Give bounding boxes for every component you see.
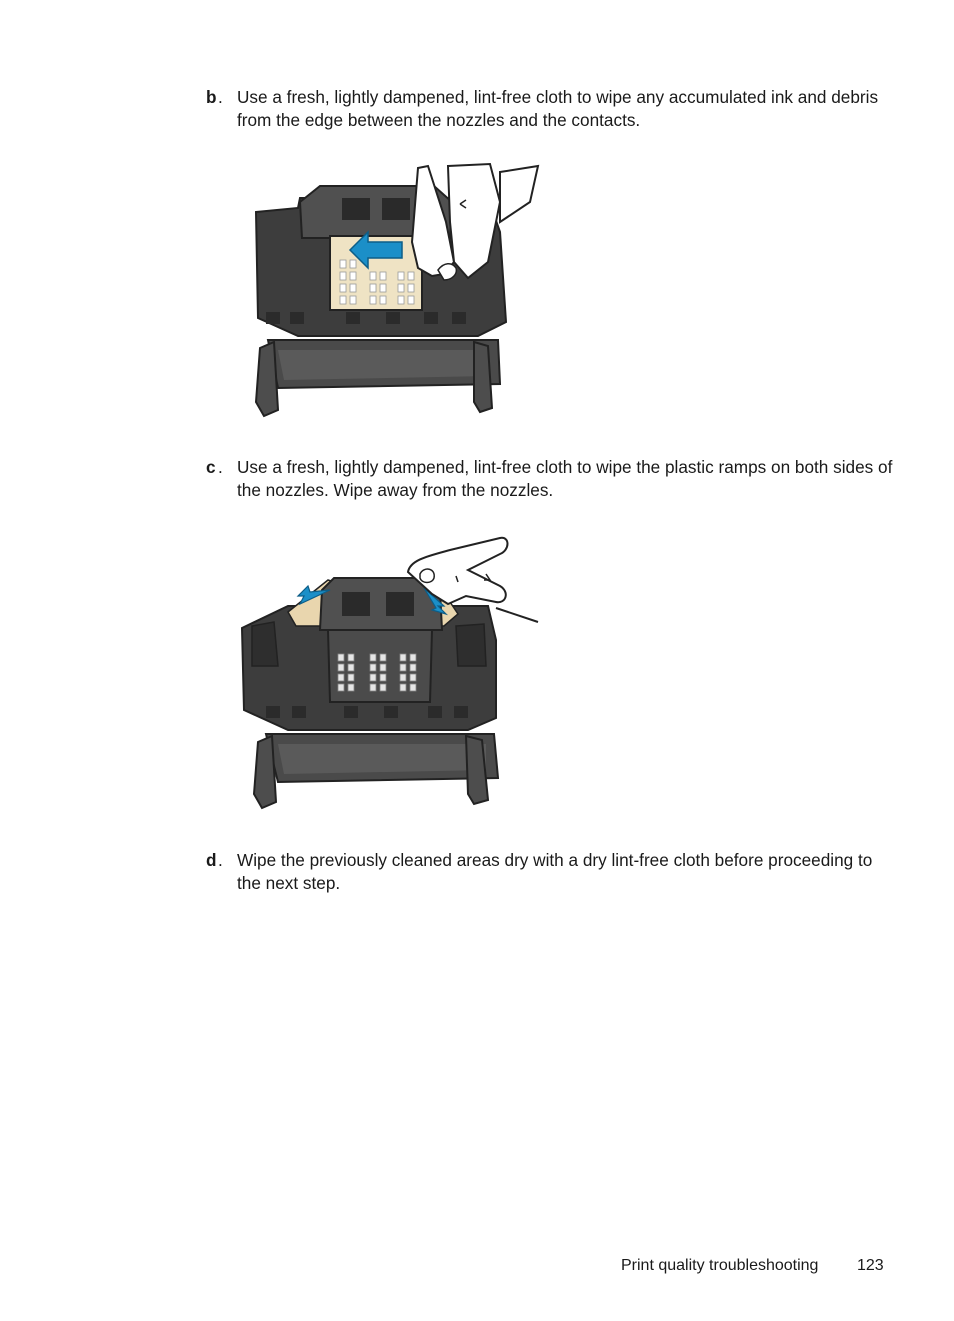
printhead-wipe-ramps-illustration xyxy=(238,530,542,810)
step-c: c . Use a fresh, lightly dampened, lint-free cloth to wipe the plastic ramps on both sides of the nozzles. Wipe away from the nozzles. xyxy=(206,456,896,501)
footer-section-title: Print quality troubleshooting xyxy=(621,1257,819,1274)
step-letter: b xyxy=(206,87,217,107)
printhead-wipe-contacts-illustration xyxy=(238,162,542,420)
step-text: Wipe the previously cleaned areas dry with a dry lint-free cloth before proceeding to the next step. xyxy=(237,850,873,893)
step-text: Use a fresh, lightly dampened, lint-free cloth to wipe any accumulated ink and debris from the edge between the nozzles and the contacts. xyxy=(237,87,879,130)
step-letter: d xyxy=(206,850,217,870)
step-b: b . Use a fresh, lightly dampened, lint-free cloth to wipe any accumulated ink and debris from the edge between the nozzles and the contacts. xyxy=(206,86,896,131)
step-d: d . Wipe the previously cleaned areas dry with a dry lint-free cloth before proceeding to the next step. xyxy=(206,849,896,894)
step-text: Use a fresh, lightly dampened, lint-free cloth to wipe the plastic ramps on both sides of the nozzles. Wipe away from the nozzles. xyxy=(237,457,893,500)
step-letter: c xyxy=(206,457,216,477)
page-number: 123 xyxy=(857,1257,884,1274)
